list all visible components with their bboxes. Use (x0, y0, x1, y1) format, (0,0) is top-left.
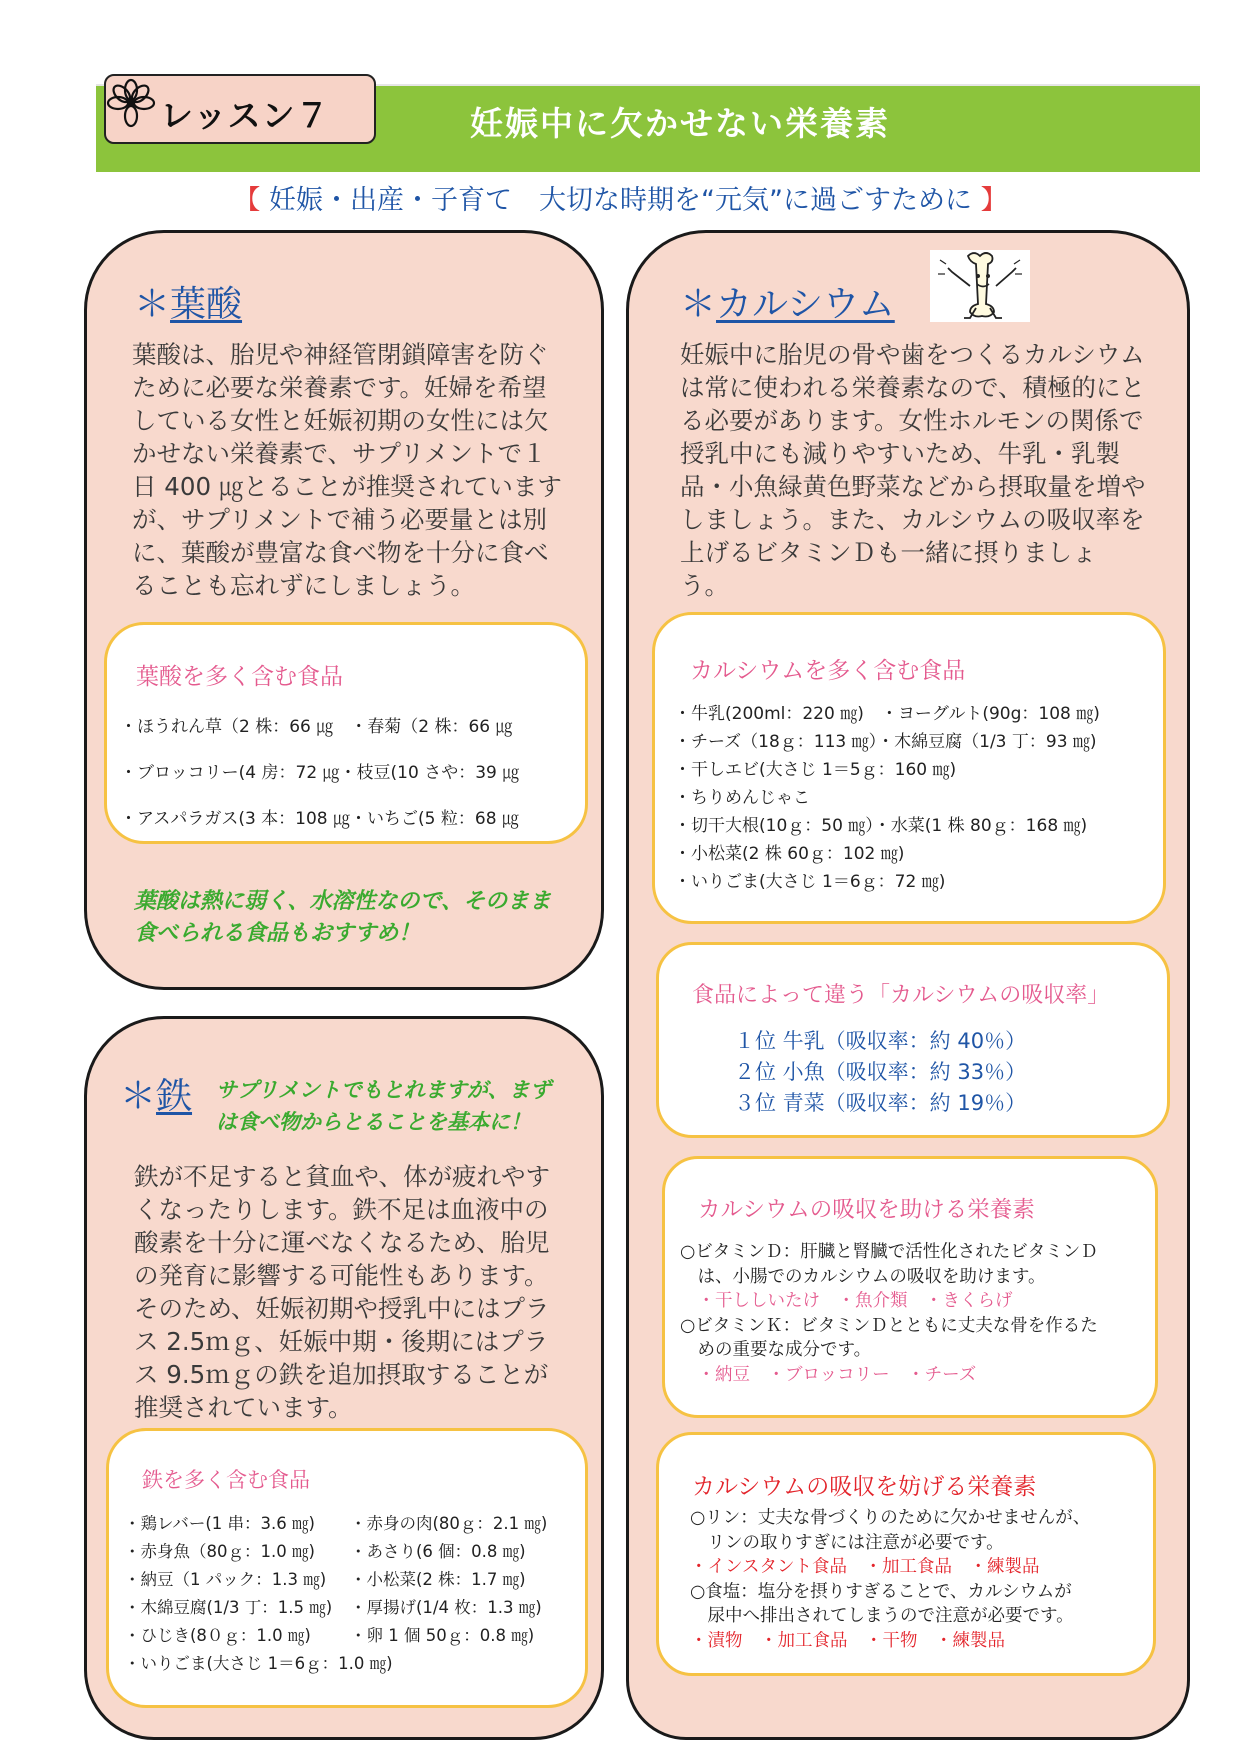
iron-body-line: 鉄が不足すると貧血や、体が疲れやす (134, 1162, 551, 1191)
calcium-heading (680, 276, 895, 327)
iron-food-item: ・木綿豆腐(1/3 丁：1.5 ㎎) (124, 1598, 333, 1617)
inhibitors-line: ○リン：丈夫な骨づくりのために欠かせませんが、 (690, 1508, 1091, 1528)
folate-heading-text: 葉酸 (170, 284, 243, 325)
inhibitors-line: ・漬物 ・加工食品 ・干物 ・練製品 (690, 1630, 1005, 1651)
iron-body-line: ス 9.5ｍｇの鉄を追加摂取することが (134, 1360, 549, 1389)
helpers-line: ・干ししいたけ ・魚介類 ・きくらげ (680, 1291, 1013, 1311)
iron-foods-title: 鉄を多く含む食品 (142, 1468, 310, 1492)
calcium-body-line: しましょう。また、カルシウムの吸収率を (680, 505, 1145, 534)
calcium-body (680, 338, 1180, 602)
absorption-rank: ３位 青菜（吸収率：約 19％） (734, 1091, 1027, 1115)
iron-body-line: 酸素を十分に運べなくなるため、胎児 (134, 1228, 550, 1257)
helpers-line: ○ビタミンＫ：ビタミンＤとともに丈夫な骨を作るた (680, 1315, 1098, 1336)
calcium-foods-list (674, 700, 1100, 896)
folate-heading (134, 276, 242, 327)
subtitle-bracket-open: 【 (233, 185, 261, 216)
inhibitors-line: リンの取りすぎには注意が必要です。 (690, 1532, 1004, 1553)
helpers-list (680, 1240, 1098, 1387)
calcium-food-item: ・切干大根(10ｇ：50 ㎎）・水菜(1 株 80ｇ：168 ㎎) (674, 816, 1088, 836)
iron-food-item: ・厚揚げ(1/4 枚：1.3 ㎎) (350, 1598, 542, 1617)
absorption-ranking (734, 1026, 1026, 1119)
subtitle-text: 妊娠・出産・子育て 大切な時期を“元気”に過ごすために (269, 185, 972, 216)
calcium-foods-title: カルシウムを多く含む食品 (690, 658, 966, 684)
folate-heading-star: ＊ (134, 284, 171, 325)
iron-heading-text: 鉄 (156, 1076, 193, 1117)
page-title: 妊娠中に欠かせない栄養素 (470, 104, 890, 143)
iron-body-line: そのため、妊娠初期や授乳中にはプラ (134, 1294, 550, 1323)
folate-food-item: ・アスパラガス(3 本：108 ㎍・いちご(5 粒：68 ㎍ (120, 809, 519, 829)
calcium-body-line: は常に使われる栄養素なので、積極的にと (680, 373, 1146, 402)
iron-heading (120, 1068, 192, 1119)
folate-body-line: ることも忘れずにしましょう。 (132, 571, 475, 600)
folate-note-line: 食べられる食品もおすすめ！ (134, 921, 421, 946)
folate-food-item: ・ほうれん草（2 株：66 ㎍ ・春菊（2 株：66 ㎍ (120, 717, 513, 737)
inhibitors-line: ・インスタント食品 ・加工食品 ・練製品 (690, 1557, 1040, 1577)
folate-note-line: 葉酸は熱に弱く、水溶性なので、そのまま (134, 889, 552, 914)
calcium-heading-text: カルシウム (716, 284, 895, 325)
folate-body-line: している女性と妊娠初期の女性には欠 (132, 406, 549, 435)
iron-food-item: ・鶏レバー(1 串：3.6 ㎎) (124, 1514, 315, 1533)
inhibitors-title: カルシウムの吸収を妨げる栄養素 (692, 1474, 1037, 1500)
calcium-heading-star: ＊ (680, 284, 717, 325)
folate-body-line: 日 400 ㎍とることが推奨されています (132, 472, 562, 501)
iron-tip (216, 1074, 551, 1138)
helpers-line: ○ビタミンＤ：肝臓と腎臓で活性化されたビタミンＤ (680, 1242, 1098, 1262)
iron-body (134, 1160, 594, 1424)
iron-food-item: ・赤身魚（80ｇ：1.0 ㎎) (124, 1542, 315, 1561)
folate-food-item: ・ブロッコリー(4 房：72 ㎍・枝豆(10 さや：39 ㎍ (120, 763, 520, 783)
folate-body-line: に、葉酸が豊富な食べ物を十分に食べ (132, 538, 549, 567)
absorption-rank: １位 牛乳（吸収率：約 40％） (734, 1029, 1027, 1053)
bone-mascot-icon (930, 250, 1030, 322)
iron-body-line: くなったりします。鉄不足は血液中の (134, 1195, 549, 1224)
iron-food-item: ・ひじき(8０ｇ：1.0 ㎎) (124, 1626, 311, 1645)
iron-foods-right (350, 1510, 547, 1650)
folate-foods-title: 葉酸を多く含む食品 (136, 664, 343, 690)
iron-tip-line: サプリメントでもとれますが、まず (216, 1078, 551, 1102)
iron-body-line: の発育に影響する可能性もあります。 (134, 1261, 549, 1290)
iron-food-item: ・卵 1 個 50ｇ：0.8 ㎎) (350, 1626, 535, 1645)
absorption-title: 食品によって違う「カルシウムの吸収率」 (692, 983, 1110, 1008)
inhibitors-list (690, 1506, 1090, 1653)
iron-food-item: ・あさり(6 個：0.8 ㎎) (350, 1542, 526, 1561)
calcium-body-line: 妊娠中に胎児の骨や歯をつくるカルシウム (680, 340, 1145, 369)
subtitle (0, 178, 1241, 217)
calcium-food-item: ・干しエビ(大さじ 1＝5ｇ：160 ㎎) (674, 760, 957, 780)
folate-body-line: が、サプリメントで補う必要量とは別 (132, 505, 548, 534)
iron-food-item: ・いりごま(大さじ 1＝6ｇ：1.0 ㎎) (124, 1654, 393, 1673)
folate-body-line: 葉酸は、胎児や神経管閉鎖障害を防ぐ (132, 340, 549, 369)
inhibitors-line: ○食塩：塩分を摂りすぎることで、カルシウムが (690, 1581, 1072, 1602)
calcium-body-line: 上げるビタミンＤも一緒に摂りましょ (680, 538, 1097, 567)
calcium-body-line: 授乳中にも減りやすいため、牛乳・乳製 (680, 439, 1121, 468)
iron-heading-star: ＊ (120, 1076, 157, 1117)
calcium-food-item: ・小松菜(2 株 60ｇ：102 ㎎) (674, 844, 905, 864)
iron-food-item: ・納豆（1 パック：1.3 ㎎) (124, 1570, 327, 1589)
flower-icon (106, 78, 156, 128)
inhibitors-line: 尿中へ排出されてしまうので注意が必要です。 (690, 1606, 1074, 1626)
iron-food-item: ・小松菜(2 株：1.7 ㎎) (350, 1570, 526, 1589)
calcium-food-item: ・いりごま(大さじ 1＝6ｇ：72 ㎎) (674, 872, 946, 892)
folate-body (132, 338, 592, 602)
calcium-food-item: ・牛乳(200ml：220 ㎎) ・ヨーグルト(90g：108 ㎎) (674, 704, 1100, 724)
helpers-line: ・納豆 ・ブロッコリー ・チーズ (680, 1364, 977, 1385)
calcium-body-line: 品・小魚緑黄色野菜などから摂取量を増や (680, 472, 1146, 501)
helpers-line: は、小腸でのカルシウムの吸収を助けます。 (680, 1266, 1046, 1287)
calcium-food-item: ・ちりめんじゃこ (674, 788, 810, 808)
subtitle-bracket-close: 】 (980, 185, 1008, 216)
folate-body-line: かせない栄養素で、サプリメントで１ (132, 439, 547, 468)
calcium-body-line: る必要があります。女性ホルモンの関係で (680, 406, 1144, 435)
absorption-rank: ２位 小魚（吸収率：約 33％） (734, 1060, 1027, 1084)
iron-tip-line: は食べ物からとることを基本に！ (216, 1110, 531, 1134)
calcium-food-item: ・チーズ（18ｇ：113 ㎎）・木綿豆腐（1/3 丁：93 ㎎) (674, 732, 1097, 752)
helpers-title: カルシウムの吸収を助ける栄養素 (698, 1197, 1035, 1223)
iron-body-line: ス 2.5ｍｇ、妊娠中期・後期にはプラ (134, 1327, 549, 1356)
lesson-label: レッスン７ (160, 96, 330, 135)
helpers-line: めの重要な成分です。 (680, 1340, 872, 1360)
folate-body-line: ために必要な栄養素です。妊婦を希望 (132, 373, 547, 402)
folate-note (134, 886, 551, 950)
iron-food-item: ・赤身の肉(80ｇ：2.1 ㎎) (350, 1514, 548, 1533)
calcium-body-line: う。 (680, 571, 729, 600)
iron-body-line: 推奨されています。 (134, 1393, 353, 1422)
